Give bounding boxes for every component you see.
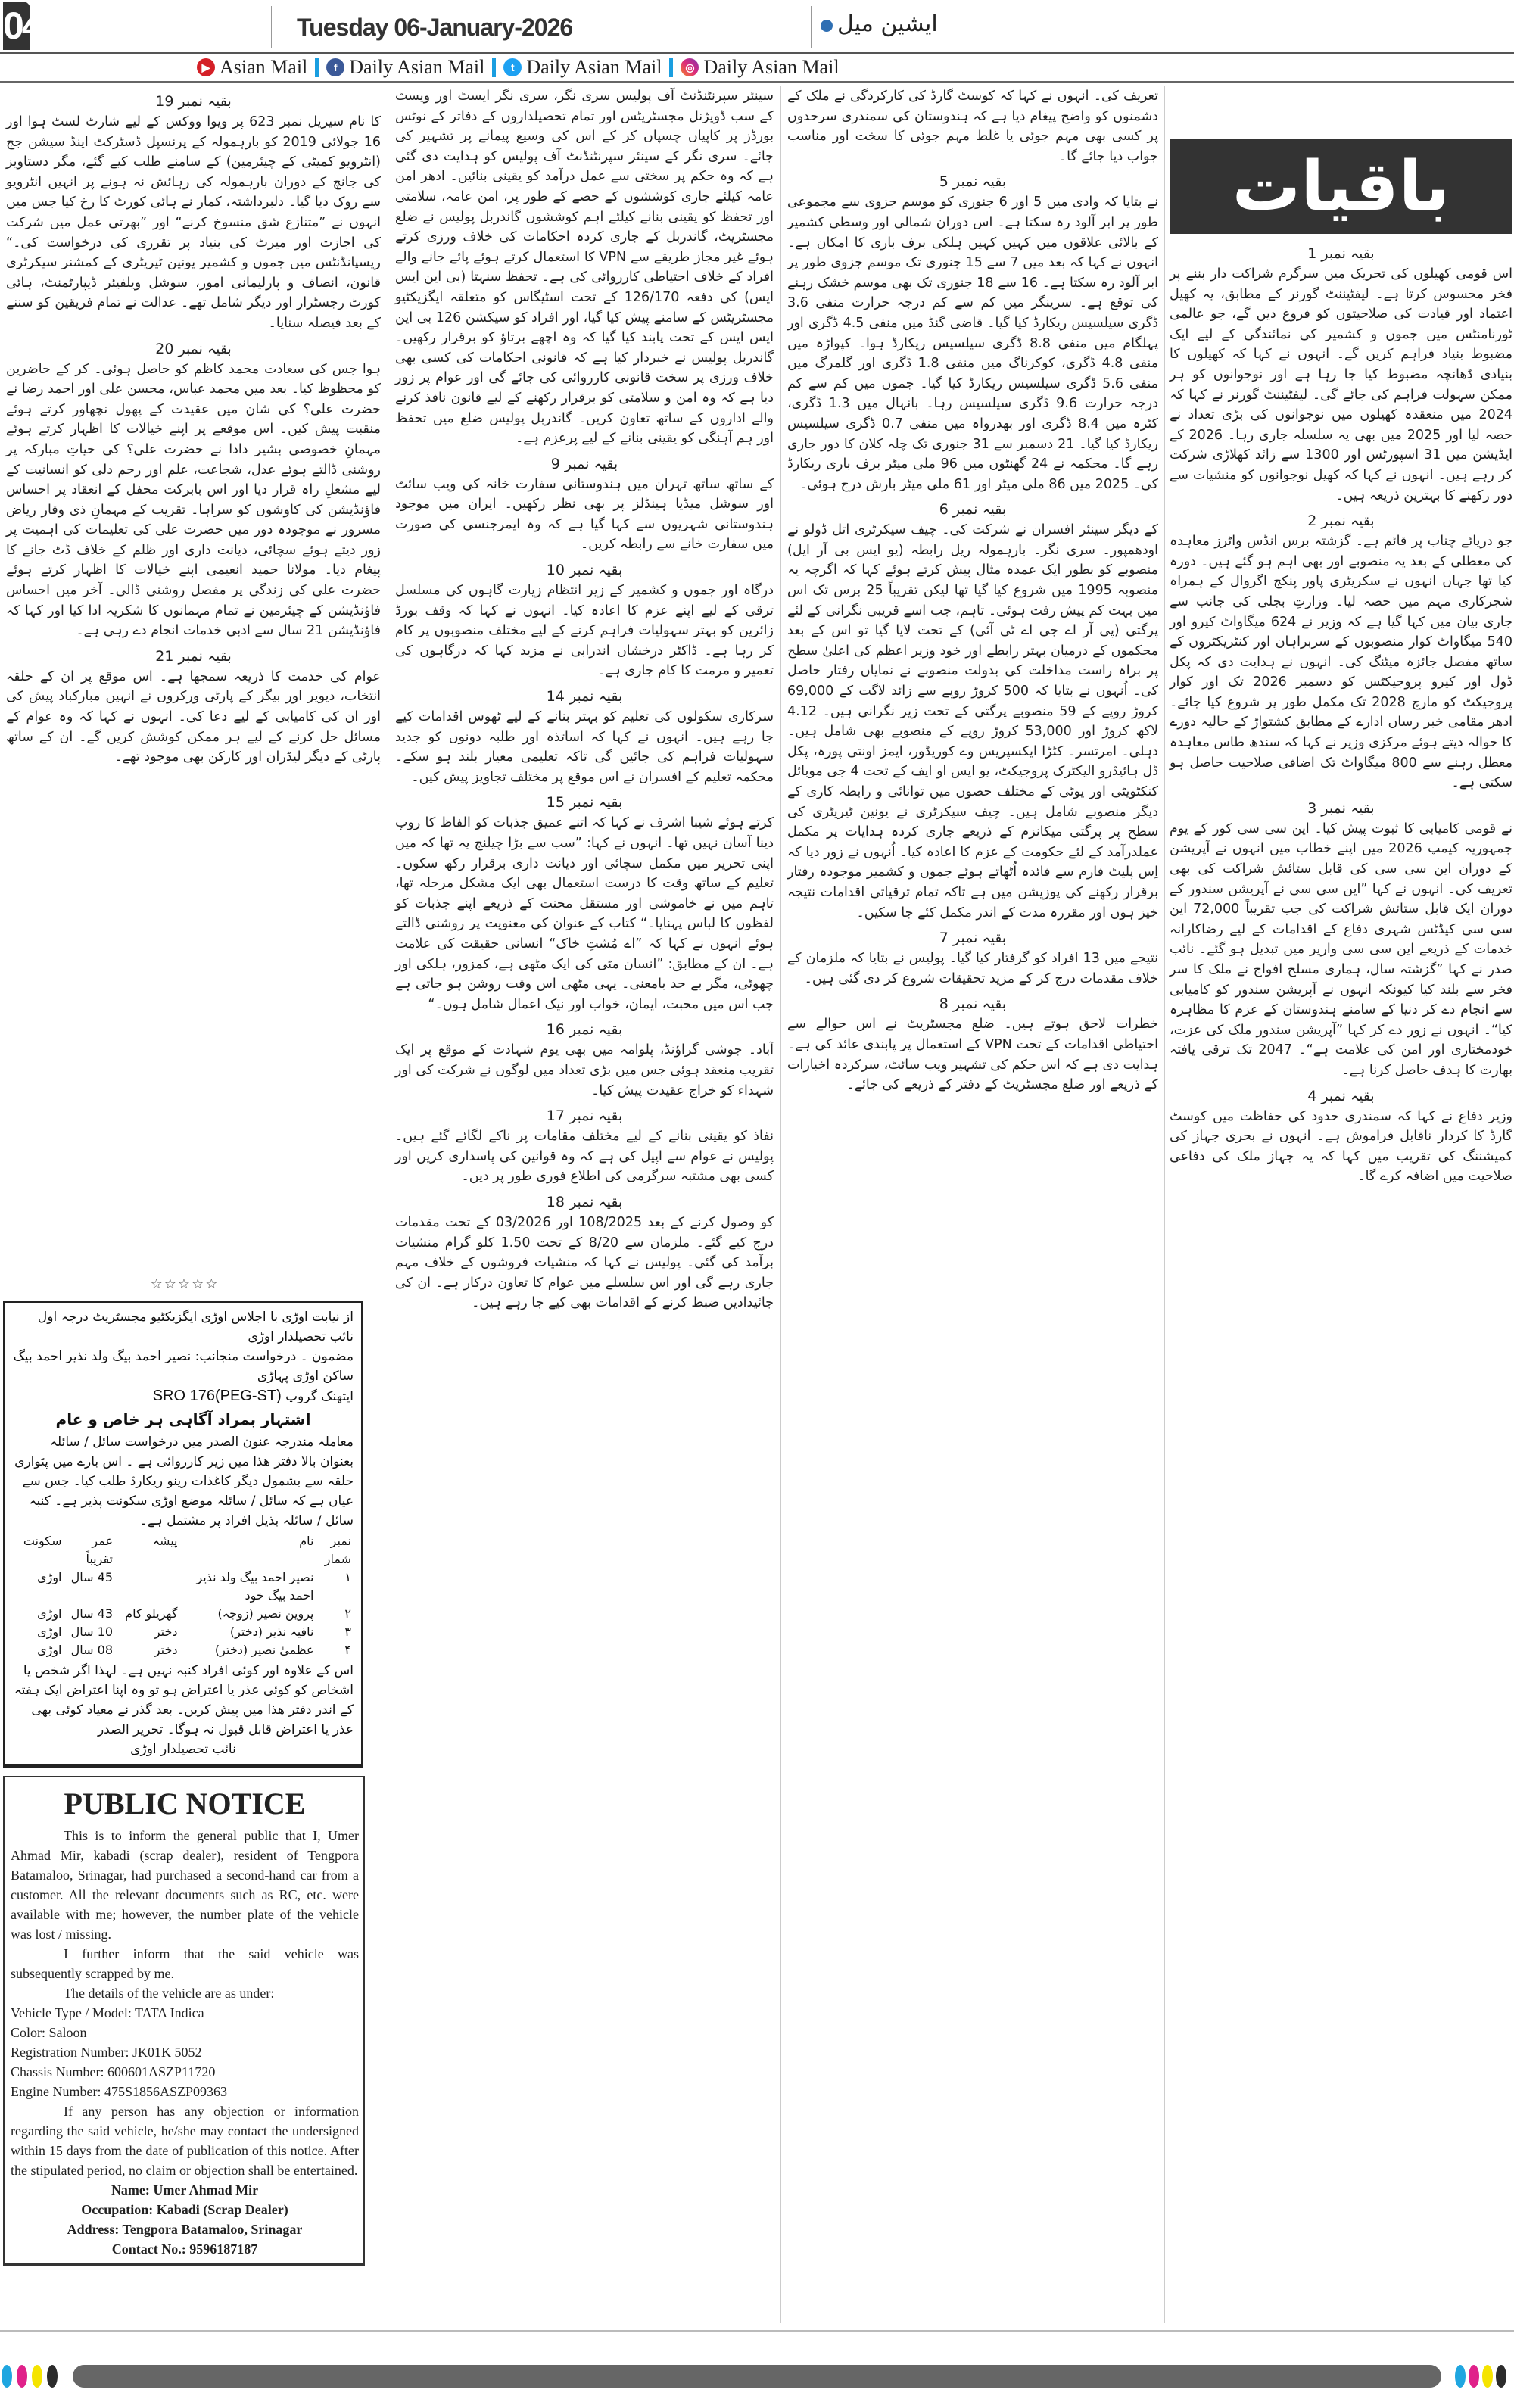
- column-header: عمر تقریباً: [86, 1534, 113, 1566]
- article: [395, 86, 774, 449]
- cell-occupation: دختر: [154, 1643, 178, 1657]
- divider: [669, 58, 673, 77]
- article-body: کے ساتھ ساتھ تہران میں ہندوستانی سفارت خانہ کی ویب سائٹ اور سوشل میڈیا ہینڈلز پر بھی نظر رکھیں۔ ایران میں موجود ہندوستانی شہریوں سے کہا گیا ہے کہ وہ ایمرجنسی کی صورت میں سفارت خانے سے رابطہ کریں۔: [395, 476, 774, 553]
- article: [1170, 510, 1512, 793]
- yellow-dot: [32, 2365, 42, 2388]
- cell-occupation: دختر: [154, 1625, 178, 1639]
- article: [395, 792, 774, 1014]
- cell-name: نافیہ نذیر (دختر): [229, 1625, 314, 1639]
- cell-residence: اوڑی: [37, 1643, 62, 1657]
- article: [787, 993, 1158, 1095]
- ad-closing: اس کے علاوہ اور کوئی افراد کنبہ نہیں ہے۔ لہذا اگر شخص یا اشخاص کو کوئی عذر یا اعتراض ہو تو وہ اپنا اعتراض ایک ہفتہ کے اندر دفتر ھذا میں پیش کریں۔ بعد گذر نے معیاد کوئی بھی عذر یا اعتراض قابل قبول نہ ہوگا۔ تحریر الصدر: [14, 1663, 354, 1737]
- article: [6, 91, 381, 334]
- vehicle-type: Vehicle Type / Model: TATA Indica: [11, 2005, 204, 2020]
- article: [395, 1105, 774, 1187]
- globe-icon: [821, 20, 833, 32]
- notice-address: Address: Tengpora Batamaloo, Srinagar: [67, 2222, 303, 2237]
- article-heading: بقیہ نمبر 5: [939, 173, 1007, 191]
- ad-line: [13, 1386, 354, 1406]
- social-label-facebook[interactable]: Daily Asian Mail: [349, 56, 485, 78]
- chassis-number: Chassis Number: 600601ASZP11720: [11, 2064, 216, 2079]
- article: [395, 1192, 774, 1313]
- ad-line-text: ایتھنک گروپ: [285, 1389, 354, 1404]
- column-header: نام: [299, 1534, 314, 1548]
- article: [395, 559, 774, 681]
- social-label-youtube[interactable]: Asian Mail: [220, 56, 308, 78]
- cell-serial: ۴: [344, 1643, 351, 1657]
- cyan-dot: [2, 2365, 12, 2388]
- notice-contact: Contact No.: 9596187187: [111, 2241, 258, 2257]
- article-body: نتیجے میں 13 افراد کو گرفتار کیا گیا۔ پولیس نے بتایا کہ ملزمان کے خلاف مقدمات درج کر کے مزید تحقیقات شروع کر دی گئی ہیں۔: [787, 951, 1158, 986]
- article-heading: بقیہ نمبر 18: [546, 1193, 623, 1210]
- urdu-notice-ad: [3, 1301, 363, 1768]
- notice-title: PUBLIC NOTICE: [64, 1787, 306, 1821]
- social-label-instagram[interactable]: Daily Asian Mail: [703, 56, 840, 78]
- magenta-dot: [1469, 2365, 1479, 2388]
- article-heading: بقیہ نمبر 7: [939, 930, 1007, 947]
- cell-age: 43 سال: [70, 1606, 113, 1621]
- notice-occupation: Occupation: Kabadi (Scrap Dealer): [81, 2202, 288, 2217]
- article: [6, 338, 381, 641]
- column-divider: [1164, 86, 1165, 2323]
- article-heading: بقیہ نمبر 8: [939, 995, 1007, 1013]
- table-header-row: [13, 1532, 354, 1568]
- article-heading: بقیہ نمبر 6: [939, 501, 1007, 519]
- newspaper-logo: [818, 2, 938, 50]
- article-heading: بقیہ نمبر 19: [155, 93, 232, 110]
- article-heading: بقیہ نمبر 3: [1307, 799, 1375, 817]
- article-body: جو دریائے چناب پر قائم ہے۔ گزشتہ برس انڈس واٹرز معاہدہ کی معطلی کے بعد یہ منصوبے اور بھی اہم ہو گئے ہیں۔ دورہ کیا تھا جہاں انہوں نے سکریٹری پاور پنکج اگروال کے ہمراہ شجرکاری مہم میں حصہ لیا۔ وزارتِ بجلی کی جانب سے جاری بیان میں کہا گیا ہے کہ وزیر نے 624 میگاواٹ کیرو اور 540 میگاواٹ کوار منصوبوں کے سربراہان اور کنٹریکٹروں کے ساتھ مفصل جائزہ میٹنگ کی۔ انہوں نے ہدایت دی کہ پکل ڈول اور کیرو پروجیکٹس کو دسمبر 2026 تک اور کوار پروجیکٹ کو مارچ 2028 تک مکمل طور پر شروع کیا جائے۔ ادھر مقامی خبر رساں ادارے کے مطابق کشتواڑ کے حالیہ دورے کا حوالہ دیتے ہوئے مرکزی وزیر نے کہا کہ سندھ طاس معاہدہ معطل رہنے سے 800 میگاواٹ تک اضافی صلاحیت حاصل ہو سکتی ہے۔: [1170, 534, 1513, 791]
- article-body: تعریف کی۔ انہوں نے کہا کہ کوسٹ گارڈ کی کارکردگی نے ملک کے دشمنوں کو واضح پیغام دیا ہے کہ ہندوستان کی سمندری سرحدوں پر کسی بھی مہم جوئی یا غلط مہم جوئی کا سخت اور مناسب جواب دیا جائے گا۔: [787, 89, 1158, 164]
- notice-name: Name: Umer Ahmad Mir: [111, 2182, 259, 2198]
- cell-occupation: گھریلو کام: [125, 1606, 178, 1621]
- divider: [315, 58, 319, 77]
- ad-heading: اشتہار بمراد آگاہی ہر خاص و عام: [55, 1410, 311, 1428]
- column-header: سکونت: [23, 1534, 62, 1548]
- ad-line: از نیابت اوڑی با اجلاس اوڑی ایگزیکٹیو مجسٹریٹ درجہ اول نائب تحصیلدار اوڑی: [37, 1310, 354, 1344]
- table-row: [13, 1568, 354, 1605]
- article-heading: بقیہ نمبر 20: [155, 340, 232, 357]
- article-body: نفاذ کو یقینی بنانے کے لیے مختلف مقامات پر ناکے لگائے گئے ہیں۔ پولیس نے عوام سے اپیل کی ہے کہ وہ قوانین کی پاسداری کریں اور کسی بھی مشتبہ سرگرمی کی اطلاع فوری طور پر دیں۔: [395, 1129, 774, 1185]
- article: [787, 171, 1158, 494]
- article-body: اس قومی کھیلوں کی تحریک میں سرگرم شراکت دار بننے پر فخر محسوس کرتا ہے۔ لیفٹیننٹ گورنر کے مطابق، یہ کھیل اعتماد اور قیادت کی صلاحیتوں کو فروغ دیں گے، جو عالمی ٹورنامنٹس میں جموں و کشمیر کی نمائندگی کے لیے ایک مضبوط بنیاد فراہم کریں گے۔ انہوں نے کہا کہ کھیلوں کا بنیادی ڈھانچہ مضبوط کیا جا رہا ہے اور نوجوانوں کو ہر ممکن سہولت فراہم کی جائے گی۔ لیفٹیننٹ گورنر نے کہا کہ 2024 میں منعقدہ کھیلوں میں نوجوانوں کی بڑی تعداد نے حصہ لیا اور 2025 میں بھی یہ سلسلہ جاری رہا۔ 2026 کے ایڈیشن میں 31 اسپورٹس اور 1300 سے زائد کھلاڑی شرکت کر رہے ہیں۔ انہوں نے کہا کہ کھیل نوجوانوں کو منشیات سے دور رکھنے کا بہترین ذریعہ ہیں۔: [1170, 266, 1513, 503]
- section-banner: باقیات: [1170, 139, 1512, 234]
- article: [1170, 243, 1512, 506]
- divider: [271, 6, 272, 48]
- footer-color-bar: [0, 2359, 1514, 2389]
- cell-age: 45 سال: [70, 1570, 113, 1584]
- article-body: کرتے ہوئے شیبا اشرف نے کہا کہ اتنے عمیق جذبات کو الفاظ کا روپ دینا آسان نہیں تھا۔ انہوں نے کہا: ”سب سے بڑا چیلنج یہ تھا کہ میں اپنی تحریر میں مکمل سچائی اور دیانت داری برقرار رکھ سکوں۔ تعلیم کے ساتھ وقت کا درست استعمال بھی ایک مشکل مرحلہ تھا، تاہم میں نے خاموشی اور مستقل محنت کے ذریعے اپنے جذبات کو لفظوں کا لباس پہنایا۔“ کتاب کے عنوان کی معنویت پر روشنی ڈالتے ہوئے انہوں نے کہا کہ ”اے مُشتِ خاک“ انسانی حقیقت کی علامت ہے۔ ان کے مطابق: ”انسان مٹی کی ایک مٹھی ہے، کمزور، ہلکی اور چھوٹی، مگر بے حد بامعنی۔ یہی مٹھی اس وقت روشن ہو جاتی ہے جب اس میں محبت، ایمان، خواب اور نیک اعمال شامل ہوں۔“: [395, 815, 774, 1012]
- cell-serial: ۲: [344, 1606, 351, 1621]
- logo-text: ایشین میل: [837, 11, 938, 37]
- article-body: آباد۔ جوشی گراؤنڈ، پلوامہ میں بھی یوم شہادت کے موقع پر ایک تقریب منعقد ہوئی جس میں بڑی تعداد میں لوگوں نے شرکت کی اور شہداء کو خراج عقیدت پیش کیا۔: [395, 1042, 774, 1098]
- article-heading: بقیہ نمبر 16: [546, 1021, 623, 1039]
- article-heading: بقیہ نمبر 21: [155, 647, 232, 665]
- cyan-dot: [1455, 2365, 1466, 2388]
- article-body: کے دیگر سینئر افسران نے شرکت کی۔ چیف سیکرٹری اتل ڈولو نے اودھمپور۔ سری نگر۔ بارہمولہ ریل رابطہ (یو ایس بی آر ایل) منصوبے کو بطور ایک عمدہ مثال پیش کرتے ہوئے کہا کہ اگرچہ یہ منصوبہ 1995 میں شروع کیا گیا تھا لیکن تقریباً 25 برس تک اس میں بہت کم پیش رفت ہوئی۔ تاہم، جب اسے قریبی نگرانی کے لئے پرگتی (پی آر اے جی اے ٹی آئی) کے تحت لایا گیا تو اس کے بعد محکموں کے درمیان بہتر رابطے اور خود وزیر اعظم کی اعلیٰ سطح پر براہ راست مداخلت کی بدولت منصوبے نے نمایاں رفتار حاصل کی۔ اُنہوں نے بتایا کہ 500 کروڑ روپے سے زائد لاگت کے 69,000 کروڑ روپے کے 59 منصوبے پرگتی کے تحت زیر نگرانی ہیں۔ 4.12 لاکھ کروڑ اور 53,000 کروڑ روپے کے منصوبے بھی شامل ہیں۔ دہلی۔ امرتسر۔ کٹڑا ایکسپریس وے کوریڈور، ایمز اونتی پورہ، پکل ڈل ہائیڈرو الیکٹرک پروجیکٹ، یو ایس او ایف کے تحت 4 جی موبائل کنکٹویٹی اور یوٹی کے مختلف حصوں میں توانائی و رابطہ کاری کے دیگر منصوبے شامل ہیں۔ چیف سیکرٹری نے یونین ٹیریٹری کی سطح پر پرگتی میکانزم کے ذریعے جاری کردہ ہدایات پر مکمل عملدرآمد کے لئے حکومت کے عزم کا اعادہ کیا۔ اُنہوں نے زور دیا کہ اِس پلیٹ فارم سے فائدہ اُٹھاتے ہوئے جموں و کشمیر موجودہ رفتار برقرار رکھنے کی پوزیشن میں ہے تاکہ تمام ترقیاتی اقدامات نتیجہ خیز ہوں اور مقررہ مدت کے اندر مکمل کئے جا سکیں۔: [787, 522, 1159, 921]
- article-heading: بقیہ نمبر 10: [546, 562, 623, 579]
- black-dot: [47, 2365, 58, 2388]
- cell-residence: اوڑی: [37, 1606, 62, 1621]
- public-notice: [3, 1776, 365, 2266]
- article-body: کا نام سیریل نمبر 623 پر ویوا ووکس کے لیے شارٹ لسٹ ہوا اور 16 جولائی 2019 کو بارہمولہ کے پرنسپل ڈسٹرکٹ اینڈ سیشن جج (انٹرویو کمیٹی کے چیئرمین) کے سامنے طلب کیے گئے، مگر دستاویز کی جانچ کے دوران بارہمولہ کی رہائش نہ ہونے پر انہیں انٹرویو سے روک دیا گیا۔ دلبرداشتہ، کمار نے ہائی کورٹ کا رخ کیا جس میں انہوں نے ”متنازع شق منسوخ کرنے“ اور ”بھرتی عمل میں شرکت کی اجازت اور میرٹ کی بنیاد پر تقرری کی درخواست کی۔“ ریسپانڈنٹس میں جموں و کشمیر یونین ٹیریٹری کے کمشنر سیکرٹری قانون، انصاف و پارلیمانی امور، سوشل ویلفیئر ڈیپارٹمنٹ، ہائی کورٹ رجسٹرار اور دیگر شامل تھے۔ عدالت نے تمام فریقین کو سننے کے بعد فیصلہ سنایا۔: [6, 114, 381, 331]
- social-label-twitter[interactable]: Daily Asian Mail: [526, 56, 662, 78]
- article-body: کو وصول کرنے کے بعد 108/2025 اور 03/2026 کے تحت مقدمات درج کیے گئے۔ ملزمان سے 8/20 کے تحت 1.50 کلو گرام منشیات برآمد کی گئی۔ پولیس نے کہا کہ منشیات فروشوں کے خلاف مہم جاری رہے گی اور اس سلسلے میں عوام کا تعاون درکار ہے۔ ان کی جائیدادیں ضبط کرنے کے اقدامات بھی کیے جا رہے ہیں۔: [395, 1214, 774, 1311]
- social-links: [197, 55, 840, 79]
- article-body: نے بتایا کہ وادی میں 5 اور 6 جنوری کو موسم جزوی سے مجموعی طور پر ابر آلود رہ سکتا ہے۔ اس دوران شمالی اور وسطی کشمیر کے بالائی علاقوں میں کہیں کہیں ہلکی برف باری کا امکان ہے۔ انہوں نے کہا کہ بعد میں 7 سے 15 جنوری تک موسم جزوی طور پر ابر آلود رہ سکتا ہے۔ 16 سے 18 جنوری تک بھی موسم خشک رہنے کی توقع ہے۔ سرینگر میں کم سے کم درجہ حرارت منفی 3.6 ڈگری سیلسیس ریکارڈ کیا گیا۔ قاضی گنڈ میں منفی 4.5 ڈگری اور پہلگام میں منفی 8.8 ڈگری سیلسیس ریکارڈ ہوا۔ کپواڑہ میں منفی 4.8 ڈگری، کوکرناگ میں منفی 1.8 ڈگری اور گلمرگ میں منفی 5.6 ڈگری سیلسیس ریکارڈ کیا گیا۔ جموں میں کم سے کم درجہ حرارت 9.6 ڈگری سیلسیس رہا۔ بانہال میں 1.3 ڈگری، کٹرہ میں 8.4 ڈگری اور بھدرواہ میں منفی 0.7 ڈگری سیلسیس ریکارڈ کیا گیا۔ 21 دسمبر سے 31 جنوری تک چلہ کلان کا دور جاری رہے گا۔ محکمہ نے 24 گھنٹوں میں 96 ملی میٹر برف باری ریکارڈ کی۔ 2025 میں 86 ملی میٹر اور 61 ملی میٹر بارش درج ہوئی۔: [787, 195, 1159, 492]
- youtube-icon[interactable]: ▶: [197, 58, 215, 76]
- column-divider: [780, 86, 781, 2323]
- column-4: [6, 86, 381, 1267]
- article: [395, 686, 774, 787]
- facebook-icon[interactable]: f: [326, 58, 344, 76]
- column-2: [787, 86, 1158, 2323]
- cell-occupation: [115, 1568, 180, 1605]
- left-lower-stack: [3, 1275, 366, 2325]
- article-heading: بقیہ نمبر 2: [1307, 512, 1375, 530]
- sro-code: SRO 176(PEG-ST): [152, 1388, 282, 1404]
- column-1: [1170, 86, 1512, 2323]
- notice-paragraph: This is to inform the general public that I, Umer Ahmad Mir, kabadi (scrap dealer), resident of Tengpora Batamaloo, Srinagar, had purchased a second-hand car from a customer. All the relevant documents such as RC, etc. were available with me; however, the number plate of the vehicle was lost / missing.: [11, 1828, 359, 1942]
- cell-residence: اوڑی: [37, 1625, 62, 1639]
- article: [395, 453, 774, 555]
- article: [395, 1019, 774, 1101]
- column-header: پیشہ: [152, 1534, 178, 1548]
- article: [1170, 1086, 1512, 1187]
- notice-paragraph: The details of the vehicle are as under:: [64, 1986, 275, 2001]
- column-3: [395, 86, 774, 2323]
- cell-age: 08 سال: [70, 1643, 113, 1657]
- article-heading: بقیہ نمبر 14: [546, 688, 623, 706]
- black-dot: [1496, 2365, 1506, 2388]
- family-table: [13, 1532, 354, 1659]
- issue-date: Tuesday 06-January-2026: [297, 14, 573, 41]
- article-heading: بقیہ نمبر 1: [1307, 245, 1375, 262]
- divider: [492, 58, 496, 77]
- article: [787, 927, 1158, 989]
- instagram-icon[interactable]: ◎: [681, 58, 699, 76]
- divider: [811, 6, 812, 48]
- article-heading: بقیہ نمبر 17: [546, 1107, 623, 1125]
- ad-signature: نائب تحصیلدار اوڑی: [130, 1742, 236, 1757]
- article: [787, 499, 1158, 923]
- article-body: سرکاری سکولوں کی تعلیم کو بہتر بنانے کے لیے ٹھوس اقدامات کیے جا رہے ہیں۔ انہوں نے کہا کہ اساتذہ اور طلبہ دونوں کو جدید سہولیات فراہم کی جائیں گی تاکہ تعلیمی معیار بلند ہو سکے۔ محکمہ تعلیم کے افسران نے اس موقع پر مختلف تجاویز پیش کیں۔: [395, 709, 774, 785]
- article-body: وزیر دفاع نے کہا کہ سمندری حدود کی حفاظت میں کوسٹ گارڈ کا کردار ناقابل فراموش ہے۔ انہوں نے بحری جہاز کی کمیشننگ کی تقریب میں کہا کہ یہ جہاز ملک کی دفاعی صلاحیت میں اضافہ کرے گا۔: [1170, 1108, 1512, 1185]
- divider: [0, 81, 1514, 83]
- notice-paragraph: If any person has any objection or information regarding the said vehicle, he/she may contact the undersigned within 15 days from the date of publication of this notice. After the stipulated period, no claim or objection shall be entertained.: [11, 2104, 359, 2178]
- cell-age: 10 سال: [70, 1625, 113, 1639]
- cell-serial: ۱: [344, 1570, 351, 1584]
- article-heading: بقیہ نمبر 15: [546, 794, 623, 811]
- divider: [0, 2330, 1514, 2332]
- article-body: سینئر سپرنٹنڈنٹ آف پولیس سری نگر، سری نگر ایسٹ اور ویسٹ کے سب ڈویژنل مجسٹریٹس اور تمام تحصیلداروں کے دفاتر کے نوٹس بورڈز پر کاپیاں چسپاں کر کے اس کی وسیع پیمانے پر تشہیر کی جائے۔ سری نگر کے سینئر سپرنٹنڈنٹ آف پولیس کو ہدایت دی گئی ہے کہ وہ حکم پر سختی سے عمل درآمد کو یقینی بنائیں۔ ادھر امن عامہ کیلئے جاری کوششوں کے حصے کے طور پر، امن عامہ، سلامتی اور تحفظ کو یقینی بنانے کیلئے اہم کوششوں گاندربل پولیس نے ضلع مجسٹریٹ، گاندربل کے جاری کردہ احکامات کی خلاف ورزی کرتے ہوئے غیر مجاز طریقے سے VPN کا استعمال کرتے ہوئے پائے جانے والے افراد کے خلاف احتیاطی کارروائی کی ہے۔ تحفظ سنہتا (بی این ایس ایس) کی دفعہ 126/170 کے تحت اسٹیگاس کو متعلقہ ایگزیکٹیو مجسٹریٹس کے سامنے پیش کیا گیا، اور افراد کو سیکشن 126 بی این ایس ایس کے تحت پابند کیا گیا کہ وہ اچھے برتاؤ کو برقرار رکھیں۔ گاندربل پولیس نے خبردار کیا ہے کہ قانونی احکامات کی کسی بھی خلاف ورزی پر سخت قانونی کارروائی کی جائے گی اور عوام پر زور دیا ہے کہ وہ امن و سلامتی کو برقرار رکھنے کے لیے قانون نافذ کرنے والے اداروں کے ساتھ تعاون کریں۔ گاندربل پولیس ضلع میں تحفظ اور ہم آہنگی کو یقینی بنانے کے لیے پرعزم ہے۔: [395, 89, 774, 447]
- article: [787, 86, 1158, 167]
- cell-name: نصیر احمد بیگ ولد نذیر احمد بیگ خود: [196, 1570, 314, 1603]
- masthead: [0, 0, 1514, 51]
- vehicle-color: Color: Saloon: [11, 2025, 87, 2040]
- article-body: خطرات لاحق ہوتے ہیں۔ ضلع مجسٹریٹ نے اس حوالے سے احتیاطی اقدامات کے تحت VPN کے استعمال پر پابندی عائد کی ہے۔ ہدایت دی ہے کہ اس حکم کی تشہیر ویب سائٹ، سرکردہ اخبارات کے ذریعے اور ضلع مجسٹریٹ کے دفتر کے ذریعے کی جائے۔: [787, 1017, 1158, 1093]
- yellow-dot: [1482, 2365, 1493, 2388]
- engine-number: Engine Number: 475S1856ASZP09363: [11, 2084, 227, 2099]
- article-body: نے قومی کامیابی کا ثبوت پیش کیا۔ این سی سی کور کے یوم جمہوریہ کیمپ 2026 میں اپنے خطاب میں انہوں نے آپریشن کے دوران این سی سی کی قابل ستائش شراکت کی بھی تعریف کی۔ انہوں نے کہا ”این سی سی نے آپریشن سندور کے دوران ایک قابل ستائش شراکت کی جب تقریباً 72,000 این سی سی کیڈٹس شہری دفاع کے اقدامات کے لیے رضاکارانہ خدمات کے ذریعے این سی سی واریر میں تبدیل ہو گئے۔ نائب صدر نے کہا ”گزشتہ سال، ہماری مسلح افواج نے ملک کا سر فخر سے بلند کیا کیونکہ انہوں نے آپریشن سندور کو کامیابی سے انجام دے کر دنیا کے سامنے ہندوستان کے عزم کا مظاہرہ کیا“۔ انہوں نے زور دے کر کہا ”آپریشن سندور ملک کی عزت، خودمختاری اور امن کی علامت ہے“۔ 2047 تک ترقی یافتہ بھارت کا ہدف حاصل کرنا ہے۔: [1170, 821, 1513, 1078]
- table-row: [13, 1641, 354, 1659]
- article-body: درگاہ اور جموں و کشمیر کے زیر انتظام زیارت گاہوں کی مسلسل ترقی کے لیے اپنے عزم کا اعادہ کیا۔ انہوں نے کہا کہ وقف بورڈ زائرین کو بہتر سہولیات فراہم کرنے کے لیے مختلف منصوبوں پر کام کر رہا ہے۔ ڈاکٹر درخشاں اندرابی نے مزید کہا کہ درگاہوں کی تعمیر و مرمت کا کام جاری ہے۔: [395, 583, 774, 679]
- page-number: 04: [3, 2, 30, 50]
- article-body: ہوا جس کی سعادت محمد کاظم کو حاصل ہوئی۔ کر کے حاضرین کو محظوظ کیا۔ بعد میں محمد عباس، محسن علی اور احمد رضا نے حضرت علی؟ کی شان میں عقیدت کے پھول نچھاور کرتے ہوئے منقبت پیش کیں۔ اس موقعے پر اپنے خیالات کا اظہار کرتے ہوئے مہمانِ خصوصی بشیر دادا نے حضرت علی؟ کی حیاتِ مبارکہ پر روشنی ڈالتے ہوئے عدل، شجاعت، علم اور رحم دلی کو انسانیت کے لیے مشعلِ راہ قرار دیا اور اس بابرکت محفل کے انعقاد پر احساس فاؤنڈیشن کی کاوشوں کو سراہا۔ تقریب کے مہمانِ ذی وقار ریاض مسرور نے موجودہ دور میں حضرت علی کی تعلیمات کی اہمیت پر زور دیتے ہوئے سچائی، دیانت داری اور ظلم کے خلاف ڈٹ جانے کا پیغام دیا۔ مولانا حمید انعیمی اپنے خیالات کا اظہار کرتے ہوئے حضرت علی کی زندگی پر مفصل روشنی ڈالی۔ آخر میں احساس فاؤنڈیشن کے چیئرمین نے تمام مہمانوں کا شکریہ ادا کیا اور کہا کہ فاؤنڈیشن 21 سال سے ادبی خدمات انجام دے رہی ہے۔: [6, 361, 381, 639]
- article-body: عوام کی خدمت کا ذریعہ سمجھا ہے۔ اس موقع پر ان کے حلقہ انتخاب، دیویر اور بیگر کے پارٹی ورکروں نے انہیں مبارکباد پیش کی اور ان کی کامیابی کے لیے دعا کی۔ انہوں نے کہا کہ وہ عوام کے مسائل حل کرنے کے لیے ہر ممکن کوشش کریں گے۔ ان کے ساتھ پارٹی کے دیگر لیڈران اور کارکن بھی موجود تھے۔: [6, 668, 381, 765]
- ad-line: مضمون ۔ درخواست منجانب: نصیر احمد بیگ ولد نذیر احمد بیگ ساکن اوڑی پہاڑی: [13, 1349, 354, 1384]
- column-header: نمبر شمار: [324, 1534, 351, 1566]
- article: [1170, 798, 1512, 1081]
- cell-serial: ۳: [344, 1625, 351, 1639]
- divider: [0, 52, 1514, 54]
- cell-name: پروین نصیر (زوجہ): [217, 1606, 314, 1621]
- article-heading: بقیہ نمبر 9: [550, 455, 618, 472]
- cell-residence: اوڑی: [37, 1570, 62, 1584]
- footer-bar: [73, 2365, 1441, 2388]
- notice-paragraph: I further inform that the said vehicle was subsequently scrapped by me.: [11, 1946, 359, 1981]
- magenta-dot: [17, 2365, 27, 2388]
- ad-body: معاملہ مندرجہ عنون الصدر میں درخواست سائل / سائلہ بعنوان بالا دفتر ھذا میں زیر کارروائی ہے ۔ اس بارے میں پٹواری حلقہ سے بشمول دیگر کاغذات رینو ریکارڈ طلب کیا۔ جس سے عیاں ہے کہ سائل / سائلہ موضع اوڑی سکونت پذیر ہے۔ کنبہ سائل / سائلہ بذیل افراد پر مشتمل ہے۔: [14, 1435, 354, 1528]
- article: [6, 646, 381, 768]
- registration-number: Registration Number: JK01K 5052: [11, 2045, 202, 2060]
- twitter-icon[interactable]: t: [503, 58, 522, 76]
- cell-name: عظمیٰ نصیر (دختر): [214, 1643, 314, 1657]
- article-heading: بقیہ نمبر 4: [1307, 1087, 1375, 1104]
- table-row: [13, 1605, 354, 1623]
- table-row: [13, 1623, 354, 1641]
- star-divider: ☆☆☆☆☆: [150, 1276, 220, 1292]
